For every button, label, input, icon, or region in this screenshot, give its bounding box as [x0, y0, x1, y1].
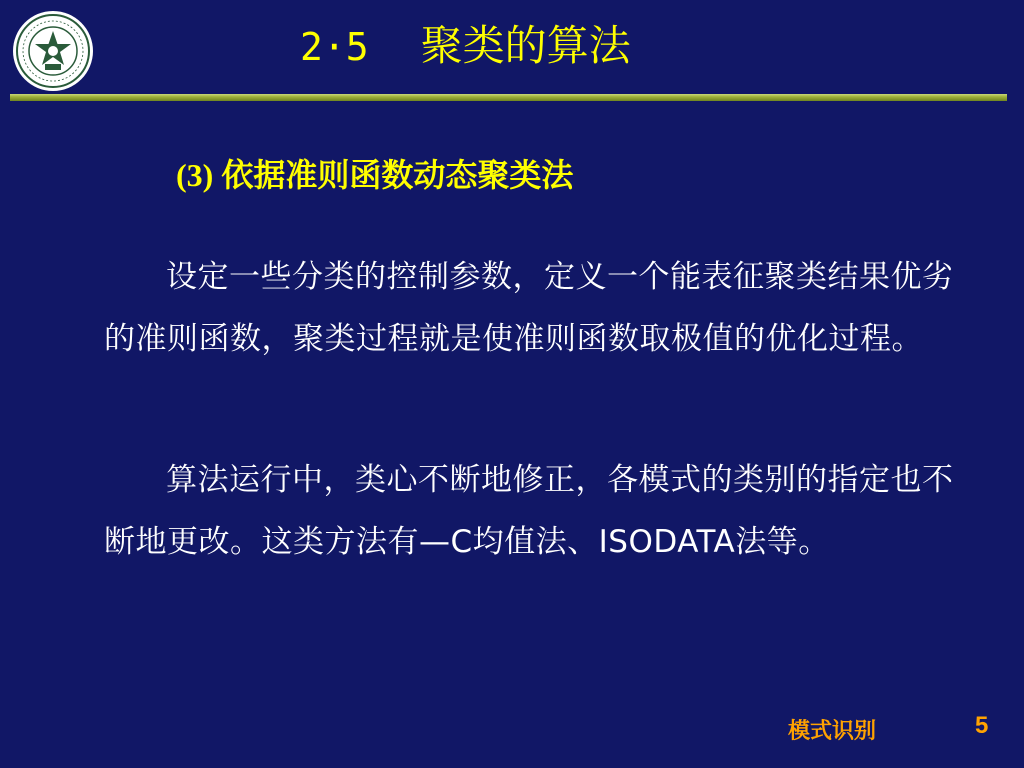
- section-subtitle: (3) 依据准则函数动态聚类法: [176, 157, 574, 193]
- title-text: 聚类的算法: [420, 21, 631, 70]
- university-seal-icon: [12, 10, 94, 92]
- paragraph-2: 算法运行中，类心不断地修正，各模式的类别的指定也不断地更改。这类方法有—C均值法、ISODATA法等。: [104, 462, 954, 560]
- title-divider: [10, 94, 1007, 101]
- section-number: 2·5: [300, 25, 369, 69]
- footer-course-label: 模式识别: [788, 719, 877, 744]
- paragraph-1: 设定一些分类的控制参数，定义一个能表征聚类结果优劣的准则函数，聚类过程就是使准则函数取极值的优化过程。: [104, 259, 954, 357]
- page-number: 5: [975, 712, 989, 739]
- slide-title: [300, 14, 631, 78]
